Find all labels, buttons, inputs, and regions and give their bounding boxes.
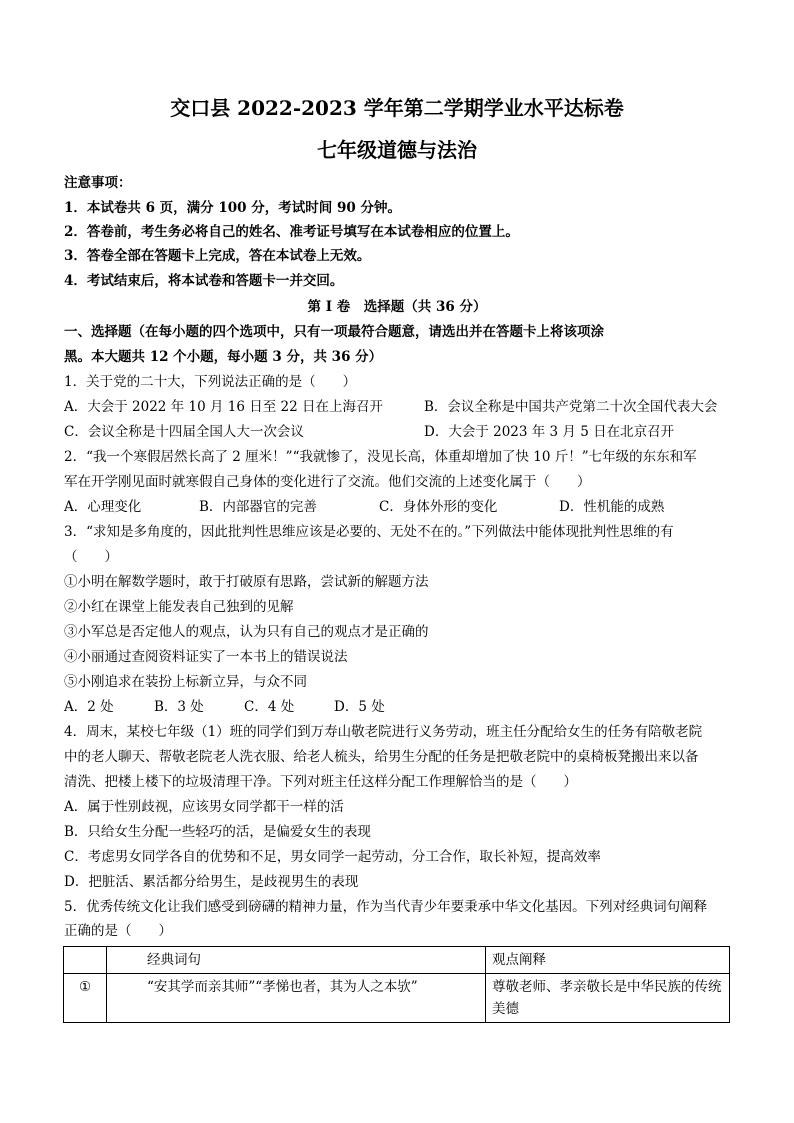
option-a: A．心理变化 <box>64 499 142 515</box>
notice-item: 3．答卷全部在答题卡上完成，答在本试卷上无效。 <box>64 248 371 264</box>
question-stem: 2．“我一个寒假居然长高了 2 厘米！”“我就惨了，没见长高，体重却增加了快 10 斤！”七年级的东东和军 <box>64 449 697 465</box>
option-d: D．把脏活、累活都分给男生，是歧视男生的表现 <box>64 874 359 890</box>
option-a: A．大会于 2022 年 10 月 16 日至 22 日在上海召开 <box>64 399 383 415</box>
table-cell: 尊敬老师、孝亲敬长是中华民族的传统美德 <box>486 974 730 1023</box>
option-a: A．2 处 <box>64 699 114 715</box>
table-header-cell: 观点阐释 <box>486 947 730 974</box>
notice-item: 2．答卷前，考生务必将自己的姓名、准考证号填写在本试卷相应的位置上。 <box>64 224 519 240</box>
exam-title: 交口县 2022-2023 学年第二学期学业水平达标卷 <box>170 96 624 120</box>
table-header-cell <box>64 947 107 974</box>
statement-item: ⑤小刚追求在装扮上标新立异，与众不同 <box>64 674 307 690</box>
option-c: C．会议全称是十四届全国人大一次会议 <box>64 424 304 440</box>
option-b: B．只给女生分配一些轻巧的活，是偏爱女生的表现 <box>64 824 371 840</box>
option-b: B．3 处 <box>154 699 204 715</box>
question-stem: 4．周末，某校七年级（1）班的同学们到万寿山敬老院进行义务劳动，班主任分配给女生的任务有陪敬老院 <box>64 724 703 740</box>
question-stem: 中的老人聊天、帮敬老院老人洗衣服、给老人梳头，给男生分配的任务是把敬老院中的桌椅板凳搬出来以备 <box>64 749 699 765</box>
section-title: 第 I 卷 选择题（共 36 分） <box>307 299 487 315</box>
question-stem: 3．“求知是多角度的，因此批判性思维应该是必要的、无处不在的。”下列做法中能体现批判性思维的有 <box>64 524 674 540</box>
table-header-row <box>64 947 730 974</box>
option-c: C．4 处 <box>244 699 295 715</box>
statement-item: ④小丽通过查阅资料证实了一本书上的错误说法 <box>64 649 348 665</box>
statement-item: ②小红在课堂上能发表自己独到的见解 <box>64 599 294 615</box>
statement-item: ③小军总是否定他人的观点，认为只有自己的观点才是正确的 <box>64 624 429 640</box>
option-d: D．性机能的成熟 <box>559 499 665 515</box>
option-d: D．大会于 2023 年 3 月 5 日在北京召开 <box>424 424 675 440</box>
table-cell: “安其学而亲其师”“孝悌也者，其为人之本欤” <box>107 974 486 1023</box>
question-stem: 清洗、把楼上楼下的垃圾清理干净。下列对班主任这样分配工作理解恰当的是（ ） <box>64 774 577 790</box>
question-stem: 1．关于党的二十大，下列说法正确的是（ ） <box>64 374 357 390</box>
option-c: C．考虑男女同学各自的优势和不足，男女同学一起劳动，分工合作，取长补短，提高效率 <box>64 849 601 865</box>
statement-item: ①小明在解数学题时，敢于打破原有思路，尝试新的解题方法 <box>64 574 429 590</box>
notice-item: 4．考试结束后，将本试卷和答题卡一并交回。 <box>64 273 344 289</box>
option-d: D．5 处 <box>334 699 385 715</box>
question-stem: （ ） <box>64 549 118 565</box>
notice-heading: 注意事项： <box>64 175 132 191</box>
table-row <box>64 974 730 1023</box>
table-cell: ① <box>64 974 107 1023</box>
question-stem: 正确的是（ ） <box>64 923 172 939</box>
question-stem: 5．优秀传统文化让我们感受到磅礴的精神力量，作为当代青少年要秉承中华文化基因。下列对经典词句阐释 <box>64 899 708 915</box>
notice-item: 1．本试卷共 6 页，满分 100 分，考试时间 90 分钟。 <box>64 200 401 216</box>
question-stem: 军在开学刚见面时就寒假自己身体的变化进行了交流。他们交流的上述变化属于（ ） <box>64 474 591 490</box>
quote-table <box>63 946 730 1023</box>
option-b: B．会议全称是中国共产党第二十次全国代表大会 <box>424 399 718 415</box>
option-c: C．身体外形的变化 <box>379 499 498 515</box>
exam-subtitle: 七年级道德与法治 <box>317 138 477 162</box>
table-header-cell: 经典词句 <box>107 947 486 974</box>
section-intro: 一、选择题（在每小题的四个选项中，只有一项最符合题意，请选出并在答题卡上将该项涂 <box>64 324 604 340</box>
section-intro: 黑。本大题共 12 个小题，每小题 3 分，共 36 分） <box>64 349 383 365</box>
option-b: B．内部器官的完善 <box>199 499 317 515</box>
option-a: A．属于性别歧视，应该男女同学都干一样的活 <box>64 799 344 815</box>
